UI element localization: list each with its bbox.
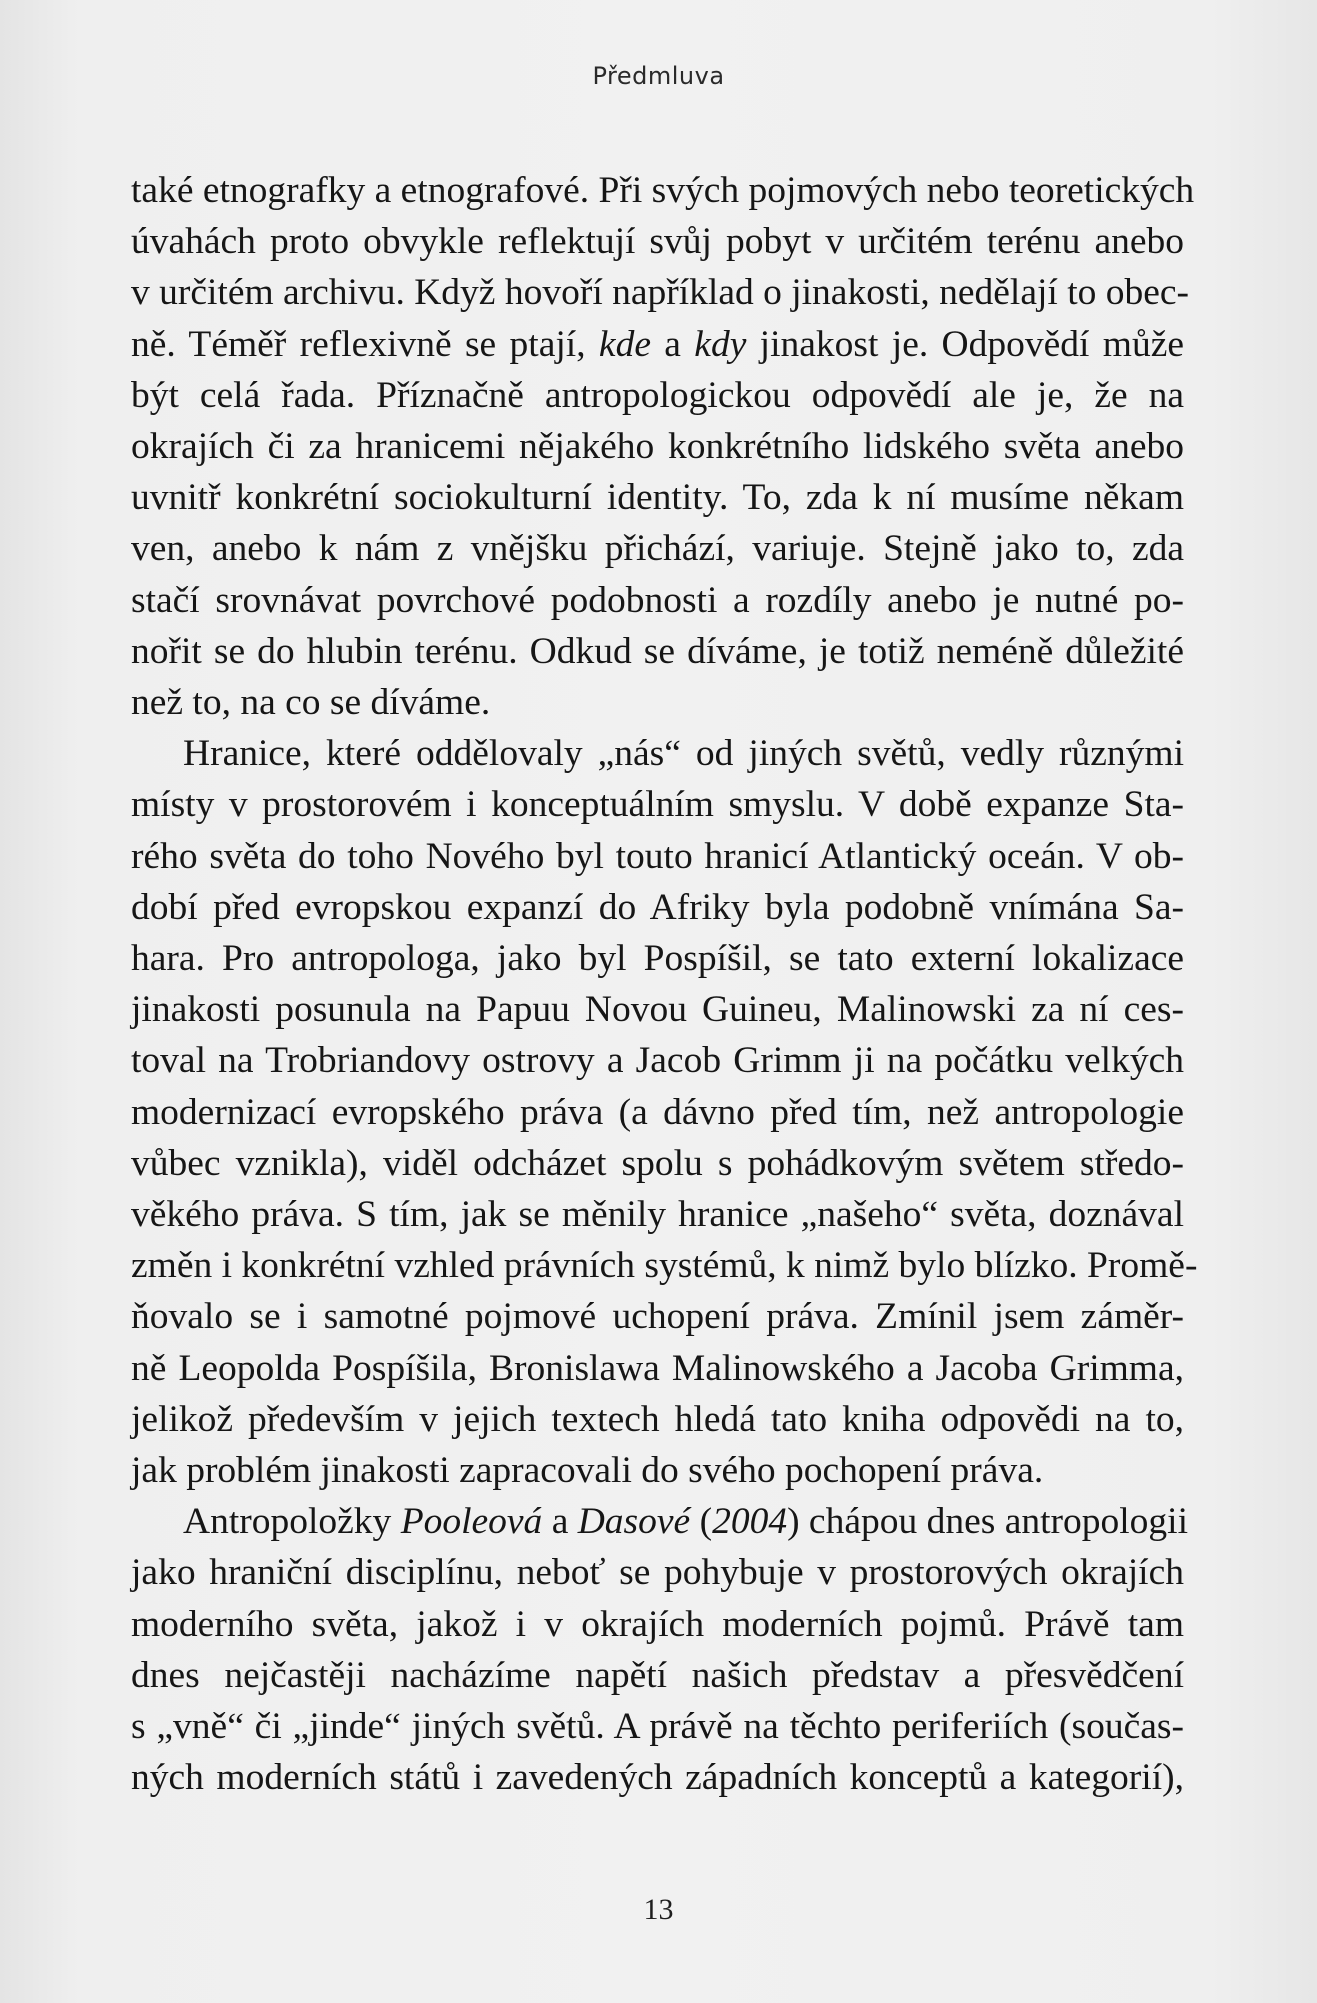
italic-year: 2004 (712, 1501, 788, 1543)
text-line: okrajích či za hranicemi nějakého konkrétního lidského světa anebo (131, 426, 1184, 468)
running-head: Předmluva (592, 62, 725, 90)
italic-author-dasove: Dasové (577, 1501, 691, 1543)
text-line: ňovalo se i samotné pojmové uchopení práva. Zmínil jsem záměr- (131, 1296, 1184, 1338)
text-line: být celá řada. Příznačně antropologickou odpovědí ale je, že na (131, 374, 1184, 416)
text-run: ( (690, 1501, 713, 1543)
text-line: místy v prostorovém i konceptuálním smyslu. V době expanze Sta- (131, 784, 1184, 826)
text-line: dobí před evropskou expanzí do Afriky byla podobně vnímána Sa- (131, 886, 1184, 928)
text-line: moderního světa, jakož i v okrajích moderních pojmů. Právě tam (131, 1603, 1184, 1645)
paragraph-1 (131, 165, 1195, 728)
text-run: a (542, 1501, 578, 1543)
text-line: nořit se do hlubin terénu. Odkud se díváme, je totiž neméně důležité (131, 630, 1184, 672)
text-line: s „vně“ či „jinde“ jiných světů. A právě na těchto periferiích (součas- (131, 1706, 1184, 1748)
text-line: toval na Trobriandovy ostrovy a Jacob Grimm ji na počátku velkých (131, 1040, 1184, 1082)
italic-author-pooleova: Pooleová (400, 1501, 543, 1543)
paragraph-3 (131, 1496, 1189, 1803)
text-run: ně. Téměř reflexivně se ptají, (131, 323, 599, 365)
text-line (131, 319, 1184, 370)
text-run: ) chápou dnes antropologii (787, 1501, 1189, 1543)
text-line: ven, anebo k nám z vnějšku přichází, variuje. Stejně jako to, zda (131, 528, 1184, 570)
text-line: v určitém archivu. Když hovoří například o jinakosti, nedělají to obec- (131, 272, 1190, 314)
text-run: jinakost je. Odpovědí může (746, 323, 1184, 365)
text-line: hara. Pro antropologa, jako byl Pospíšil, se tato externí lokalizace (131, 938, 1184, 980)
text-line: uvnitř konkrétní sociokulturní identity. To, zda k ní musíme někam (131, 477, 1184, 519)
text-run: Antropoložky (183, 1501, 401, 1543)
text-run: a (650, 323, 695, 365)
text-line: ně Leopolda Pospíšila, Bronislawa Malinowského a Jacoba Grimma, (131, 1347, 1184, 1389)
text-line: také etnografky a etnografové. Při svých pojmových nebo teoretických (131, 170, 1195, 211)
text-line: Hranice, které oddělovaly „nás“ od jiných světů, vedly různými (183, 733, 1184, 775)
paragraph-2 (131, 728, 1198, 1496)
text-line: ných moderních států i zavedených západních konceptů a kategorií), (131, 1757, 1184, 1799)
text-line: než to, na co se díváme. (131, 682, 491, 724)
text-line: dnes nejčastěji nacházíme napětí našich představ a přesvědčení (131, 1654, 1184, 1696)
page-number: 13 (643, 1893, 674, 1926)
text-line: věkého práva. S tím, jak se měnily hranice „našeho“ světa, doznával (131, 1194, 1184, 1236)
text-line (131, 1496, 1189, 1547)
text-line: jak problém jinakosti zapracovali do svého pochopení práva. (131, 1450, 1044, 1492)
text-line: změn i konkrétní vzhled právních systémů, k nimž bylo blízko. Promě- (131, 1245, 1198, 1287)
text-line: jelikož především v jejich textech hledá tato kniha odpovědi na to, (131, 1398, 1184, 1440)
italic-term-kdy: kdy (694, 323, 747, 365)
text-line: úvahách proto obvykle reflektují svůj pobyt v určitém terénu anebo (131, 221, 1184, 263)
text-line: modernizací evropského práva (a dávno před tím, než antropologie (131, 1091, 1184, 1133)
body-text (131, 165, 1198, 1804)
text-line: rého světa do toho Nového byl touto hranicí Atlantický oceán. V ob- (131, 835, 1184, 877)
text-line: jako hraniční disciplínu, neboť se pohybuje v prostorových okrajích (131, 1552, 1184, 1594)
text-line: vůbec vznikla), viděl odcházet spolu s pohádkovým světem středo- (131, 1142, 1184, 1184)
text-line: stačí srovnávat povrchové podobnosti a rozdíly anebo je nutné po- (131, 579, 1184, 621)
text-line: jinakosti posunula na Papuu Novou Guineu, Malinowski za ní ces- (131, 989, 1184, 1031)
italic-term-kde: kde (598, 323, 651, 365)
